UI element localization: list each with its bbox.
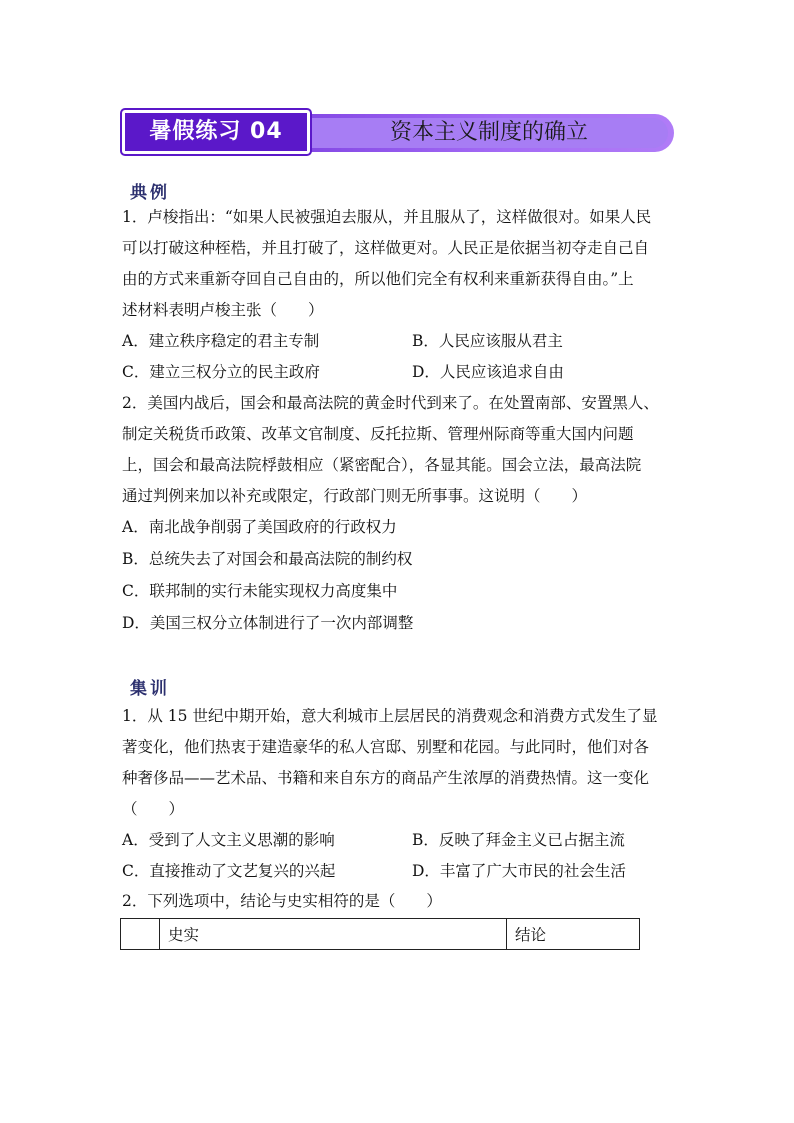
table-header-index	[121, 919, 160, 950]
banner-tag: 暑假练习 04	[122, 110, 310, 154]
example-q1-option-d: D．人民应该追求自由	[412, 363, 564, 381]
practice-q1-line-2: 著变化，他们热衷于建造豪华的私人宫邸、别墅和花园。与此同时，他们对各	[122, 738, 650, 756]
example-q1-line-1: 1．卢梭指出：“如果人民被强迫去服从，并且服从了，这样做很对。如果人民	[122, 208, 652, 226]
example-q1-line-2: 可以打破这种桎梏，并且打破了，这样做更对。人民正是依据当初夺走自己自	[122, 239, 650, 257]
example-q2-option-b: B．总统失去了对国会和最高法院的制约权	[122, 550, 413, 568]
practice-q1-option-b: B．反映了拜金主义已占据主流	[412, 831, 625, 849]
banner-title: 资本主义制度的确立	[389, 120, 588, 145]
example-q2-option-a: A．南北战争削弱了美国政府的行政权力	[122, 518, 397, 536]
table-header-conclusion: 结论	[507, 919, 640, 950]
example-q1-option-b: B．人民应该服从君主	[412, 332, 563, 350]
example-q1-option-c: C．建立三权分立的民主政府	[122, 363, 320, 381]
practice-q1-line-3: 种奢侈品——艺术品、书籍和来自东方的商品产生浓厚的消费热情。这一变化	[122, 769, 650, 787]
table-header-row	[121, 919, 640, 950]
practice-q2-table	[120, 918, 640, 950]
section-example-heading: 典例	[130, 183, 170, 203]
example-q2-option-d: D．美国三权分立体制进行了一次内部调整	[122, 614, 414, 632]
practice-q1-option-a: A．受到了人文主义思潮的影响	[122, 831, 335, 849]
example-q2-option-c: C．联邦制的实行未能实现权力高度集中	[122, 582, 398, 600]
practice-q1-option-d: D．丰富了广大市民的社会生活	[412, 862, 626, 880]
title-banner	[122, 110, 674, 154]
example-q2-line-3: 上，国会和最高法院桴鼓相应（紧密配合），各显其能。国会立法，最高法院	[122, 456, 642, 474]
example-q2-line-1: 2．美国内战后，国会和最高法院的黄金时代到来了。在处置南部、安置黑人、	[122, 394, 659, 412]
example-q2-line-2: 制定关税货币政策、改革文官制度、反托拉斯、管理州际商等重大国内问题	[122, 425, 634, 443]
practice-q2-line-1: 2．下列选项中，结论与史实相符的是（ ）	[122, 892, 442, 910]
section-practice-heading: 集训	[130, 679, 170, 699]
example-q1-line-3: 由的方式来重新夺回自己自由的，所以他们完全有权利来重新获得自由。”上	[122, 270, 634, 288]
practice-q1-line-1: 1．从 15 世纪中期开始，意大利城市上层居民的消费观念和消费方式发生了显	[122, 707, 658, 725]
example-q2-line-4: 通过判例来加以补充或限定，行政部门则无所事事。这说明（ ）	[122, 487, 588, 505]
practice-q1-line-4: （ ）	[122, 800, 185, 818]
example-q1-option-a: A．建立秩序稳定的君主专制	[122, 332, 320, 350]
practice-q1-option-c: C．直接推动了文艺复兴的兴起	[122, 862, 336, 880]
example-q1-line-4: 述材料表明卢梭主张（ ）	[122, 301, 324, 319]
table-header-facts: 史实	[160, 919, 507, 950]
